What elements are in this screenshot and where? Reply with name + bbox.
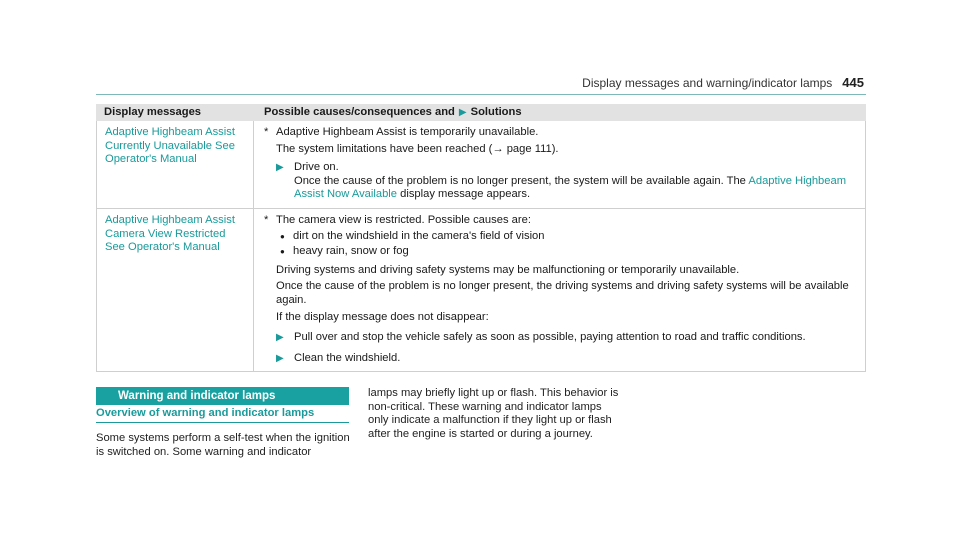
running-header-title: Display messages and warning/indicator lamps xyxy=(582,76,833,90)
list-item xyxy=(264,230,855,244)
cause-text: The camera view is restricted. Possible causes are: xyxy=(276,213,531,226)
page-number: 445 xyxy=(842,75,864,90)
list-item xyxy=(264,245,855,259)
col-header-messages: Display messages xyxy=(104,105,202,118)
cause-cell xyxy=(254,209,866,371)
action-arrow-icon: ▶ xyxy=(276,162,284,174)
bullet-icon: ● xyxy=(280,247,285,257)
col-header-causes xyxy=(254,106,866,120)
cause-text: Adaptive Highbeam Assist is temporarily unavailable. xyxy=(276,126,539,138)
paragraph: If the display message does not disappear: xyxy=(276,310,489,323)
cause-cell xyxy=(254,121,866,208)
messages-table xyxy=(96,104,866,372)
table-row xyxy=(96,121,866,209)
body-text-left: Some systems perform a self-test when the ignition is switched on. Some warning and indicator xyxy=(96,432,350,458)
paragraph: Once the cause of the problem is no longer present, the driving systems and driving safety systems will be available again. xyxy=(276,280,849,306)
message-link: Adaptive Highbeam Assist Now Available xyxy=(294,174,847,201)
table-row xyxy=(96,209,866,372)
display-message: Adaptive Highbeam Assist Currently Unavailable See Operator's Manual xyxy=(96,121,254,208)
asterisk-icon: * xyxy=(264,126,269,138)
display-message: Adaptive Highbeam Assist Camera View Restricted See Operator's Manual xyxy=(96,209,254,371)
action-text: Clean the windshield. xyxy=(294,351,401,364)
action-detail-suffix: display message appears. xyxy=(397,188,531,201)
action-text: Drive on. xyxy=(294,161,339,174)
solution-arrow-icon: ▶ xyxy=(458,106,467,118)
section-subtitle: Overview of warning and indicator lamps xyxy=(96,407,349,423)
action-arrow-icon: ▶ xyxy=(276,332,284,344)
bullet-icon: ● xyxy=(280,231,285,241)
detail-text: The system limitations have been reached (→ page 111). xyxy=(276,142,559,155)
table-header xyxy=(96,104,866,121)
section-title: Warning and indicator lamps xyxy=(96,387,349,405)
action-text: Pull over and stop the vehicle safely as soon as possible, paying attention to road and traffic conditions. xyxy=(294,331,806,344)
col-header-causes-label: Possible causes/consequences and xyxy=(264,105,455,118)
header-rule xyxy=(96,94,866,95)
action-step xyxy=(264,161,855,202)
action-step xyxy=(264,331,855,345)
paragraph: Driving systems and driving safety systems may be malfunctioning or temporarily unavailable. xyxy=(276,263,740,276)
list-item-text: dirt on the windshield in the camera's field of vision xyxy=(293,229,545,242)
col-header-solutions-label: Solutions xyxy=(470,105,522,118)
running-header xyxy=(582,75,864,90)
body-text-right: lamps may briefly light up or flash. This behavior is non-critical. These warning and indicator lamps only indicate a malfunction if they light up or flash after the engine is started or during a journey. xyxy=(368,387,619,440)
action-detail-prefix: Once the cause of the problem is no longer present, the system will be available again. The xyxy=(294,174,749,187)
action-step xyxy=(264,352,855,366)
action-detail xyxy=(294,175,855,202)
asterisk-icon: * xyxy=(264,213,269,226)
list-item-text: heavy rain, snow or fog xyxy=(293,245,409,258)
action-arrow-icon: ▶ xyxy=(276,352,284,364)
